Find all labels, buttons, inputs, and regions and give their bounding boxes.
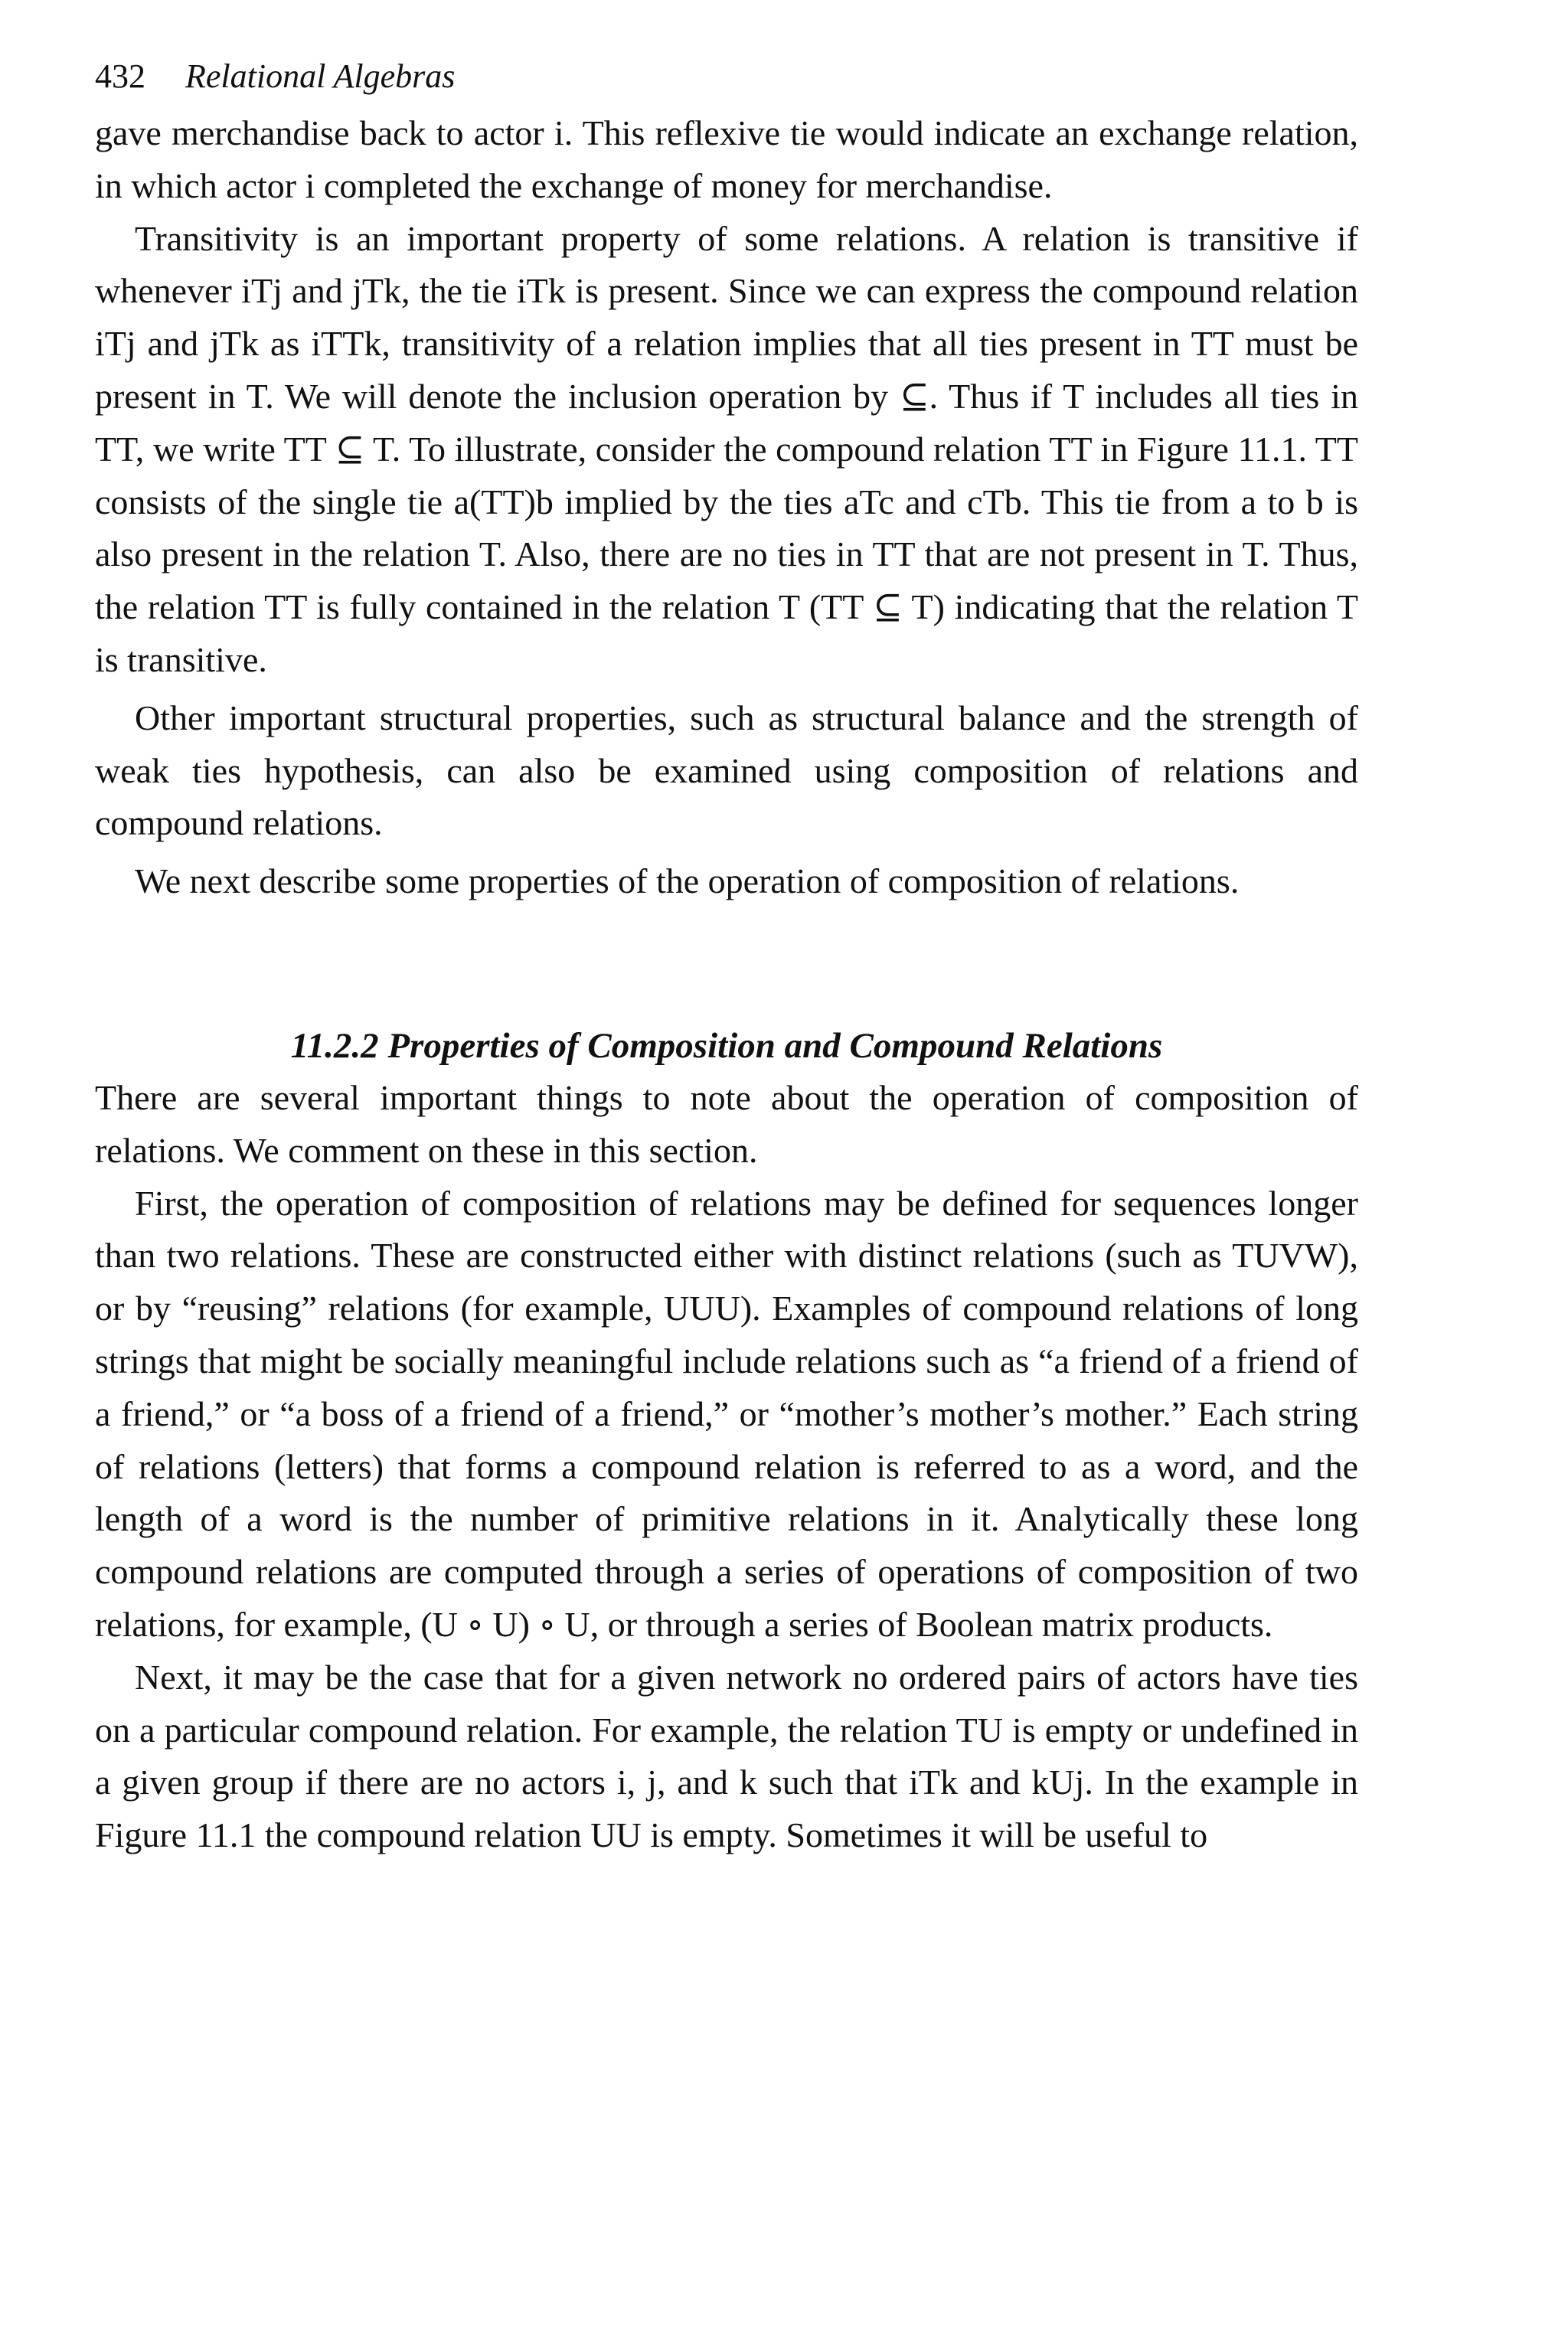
running-title: Relational Algebras [185,57,456,95]
book-page [95,46,1358,1862]
page-number: 432 [95,57,145,95]
running-head [95,46,1358,107]
paragraph-transitivity: Transitivity is an important property of some relations. A relation is transitive if whenever iTj and jTk, the tie iTk is present. Since we can express the compound relation iTj and jTk as iTTk, transitivity of a relation implies that all ties present in TT must be present in T. We will denote the inclusion operation by ⊆. Thus if T includes all ties in TT, we write TT ⊆ T. To illustrate, consider the compound relation TT in Figure 11.1. TT consists of the single tie a(TT)b implied by the ties aTc and cTb. This tie from a to b is also present in the relation T. Also, there are no ties in TT that are not present in T. Thus, the relation TT is fully contained in the relation T (TT ⊆ T) indicating that the relation T is transitive. [95,218,1358,679]
paragraph-exchange-relation: gave merchandise back to actor i. This reflexive tie would indicate an exchange relation, in which actor i completed the exchange of money for merchandise. [95,113,1358,205]
paragraph-structural-properties: Other important structural properties, such as structural balance and the strength of weak ties hypothesis, can also be examined using composition of relations and compound relations. [95,698,1358,843]
paragraph-section-intro: There are several important things to note about the operation of composition of relations. We comment on these in this section. [95,1077,1358,1170]
section-heading: 11.2.2 Properties of Composition and Compound Relations [290,1025,1163,1066]
paragraph-next-properties: We next describe some properties of the operation of composition of relations. [135,861,1240,901]
body-text [95,107,1358,1862]
paragraph-longer-sequences: First, the operation of composition of relations may be defined for sequences longer than two relations. These are constructed either with distinct relations (such as TUVW), or by “reusing” relations (for example, UUU). Examples of compound relations of long strings that might be socially meaningful include relations such as “a friend of a friend of a friend,” or “a boss of a friend of a friend,” or “mother’s mother’s mother.” Each string of relations (letters) that forms a compound relation is referred to as a word, and the length of a word is the number of primitive relations in it. Analytically these long compound relations are computed through a series of operations of composition of two relations, for example, (U ∘ U) ∘ U, or through a series of Boolean matrix products. [95,1183,1358,1644]
paragraph-empty-relations: Next, it may be the case that for a given network no ordered pairs of actors have ties on a particular compound relation. For example, the relation TU is empty or undefined in a given group if there are no actors i, j, and k such that iTk and kUj. In the example in Figure 11.1 the compound relation UU is empty. Sometimes it will be useful to [95,1657,1358,1855]
